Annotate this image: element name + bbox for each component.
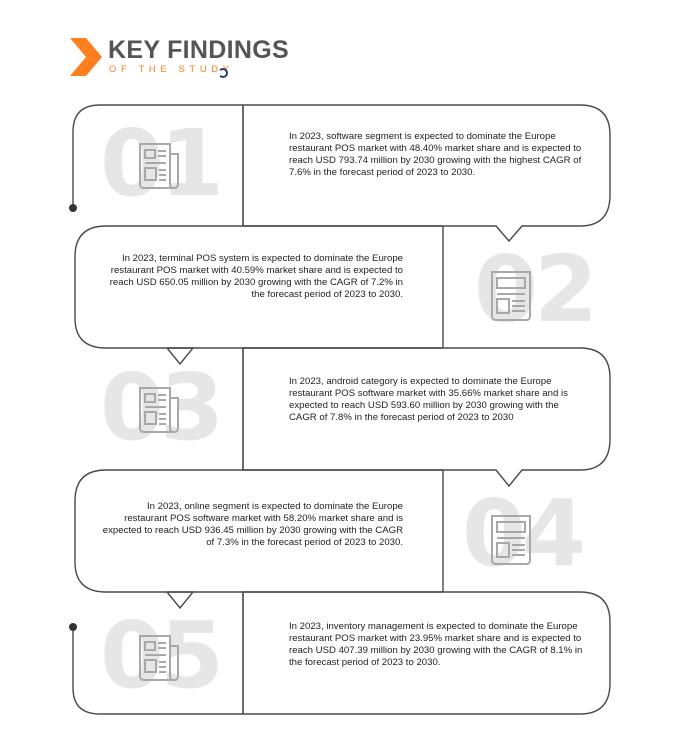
newspaper-icon bbox=[136, 140, 182, 192]
newspaper-icon bbox=[488, 268, 534, 324]
finding-number: 04 bbox=[462, 480, 583, 587]
finding-text: In 2023, inventory management is expected to dominate the Europe restaurant POS market with 23.95% market share and is expected to reach USD 407.39 million by 2030 growing with the CAGR of 8.1% in the forecast period of 2023 to 2030. bbox=[289, 621, 583, 668]
newspaper-icon bbox=[488, 512, 534, 568]
newspaper-icon bbox=[136, 384, 182, 436]
finding-number: 05 bbox=[100, 602, 221, 709]
page-title: KEY FINDINGS bbox=[108, 36, 289, 64]
finding-number: 02 bbox=[474, 236, 595, 343]
page-subtitle: OF THE STUDY bbox=[109, 64, 234, 75]
connector-dot bbox=[69, 204, 77, 212]
finding-text: In 2023, online segment is expected to dominate the Europe restaurant POS software market with 58.20% market share and is expected to reach USD 936.45 million by 2030 growing with the CAGR of 7.3% in the forecast period of 2023 to 2030. bbox=[102, 501, 403, 548]
newspaper-icon bbox=[136, 632, 182, 684]
finding-text: In 2023, terminal POS system is expected to dominate the Europe restaurant POS market with 40.59% market share and is expected to reach USD 650.05 million by 2030 growing with the CAGR of 7.2% in the forecast period of 2023 to 2030. bbox=[109, 253, 403, 300]
finding-text: In 2023, android category is expected to dominate the Europe restaurant POS software market with 35.66% market share and is expected to reach USD 593.60 million by 2030 growing with the CAGR of 7.8% in the forecast period of 2023 to 2030 bbox=[289, 376, 568, 423]
connector-dot bbox=[69, 623, 77, 631]
finding-text: In 2023, software segment is expected to dominate the Europe restaurant POS market with 48.40% market share and is expected to reach USD 793.74 million by 2030 growing with the highest CAGR of 7.6% in the forecast period of 2023 to 2030. bbox=[289, 131, 582, 178]
finding-number: 03 bbox=[100, 354, 221, 461]
finding-number: 01 bbox=[100, 110, 221, 217]
